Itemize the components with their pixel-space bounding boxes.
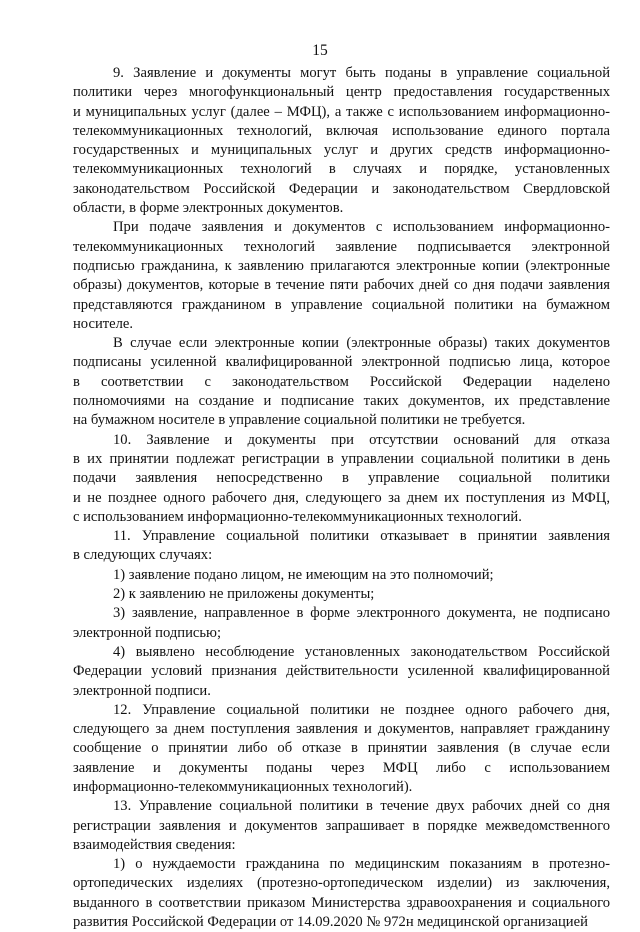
text-line: регистрации заявления и документов запрашивает в порядке межведомственного (73, 817, 610, 834)
paragraph-p9 (73, 64, 610, 218)
text-line: электронной подписи. (73, 682, 211, 699)
text-line: 1) о нуждаемости гражданина по медицинским показаниям в протезно- (113, 856, 610, 873)
paragraph-p11 (73, 527, 610, 566)
text-line: сообщение о принятии либо об отказе в принятии заявления (в случае если (73, 740, 610, 757)
text-line: полномочиями на создание и подписание таких документов, их представление (73, 393, 610, 410)
text-line: в соответствии с законодательством Российской Федерации наделено (73, 373, 610, 390)
paragraph-p11_3 (73, 604, 610, 643)
text-line: При подаче заявления и документов с использованием информационно- (113, 219, 610, 236)
text-line: 11. Управление социальной политики отказывает в принятии заявления (113, 528, 610, 545)
text-line: телекоммуникационных технологий в случаях и порядке, установленных (73, 161, 610, 178)
text-line: телекоммуникационных технологий, включая использование единого портала (73, 122, 610, 139)
text-line: ортопедических изделиях (протезно-ортопедическом изделии) из заключения, (73, 875, 610, 892)
text-line: с использованием информационно-телекоммуникационных технологий. (73, 508, 522, 525)
paragraph-p9c (73, 334, 610, 430)
text-line: 12. Управление социальной политики не позднее одного рабочего дня, (113, 701, 610, 718)
text-line: носителе. (73, 315, 134, 332)
text-line: области, в форме электронных документов. (73, 200, 344, 217)
page-number: 15 (312, 42, 328, 59)
text-line: подписью гражданина, к заявлению прилагаются электронные копии (электронные (73, 257, 610, 274)
text-line: 4) выявлено несоблюдение установленных законодательством Российской (113, 643, 610, 660)
text-line: 9. Заявление и документы могут быть поданы в управление социальной (113, 65, 610, 81)
text-line: следующего за днем поступления заявления и документов, направляет гражданину (73, 721, 610, 738)
text-line: выданного в соответствии приказом Министерства здравоохранения и социального (73, 894, 610, 911)
paragraph-p10 (73, 431, 610, 527)
text-line: 13. Управление социальной политики в течение двух рабочих дней со дня (113, 798, 610, 815)
text-line: подачи заявления непосредственно в управление социальной политики (73, 470, 610, 487)
text-line: государственных и муниципальных услуг и других средств информационно- (73, 142, 610, 159)
paragraph-p9b (73, 218, 610, 334)
paragraph-p11_2 (73, 585, 610, 604)
text-line: взаимодействия сведения: (73, 836, 236, 853)
text-line: в следующих случаях: (73, 547, 213, 564)
text-line: на бумажном носителе в управление социальной политики не требуется. (73, 412, 526, 429)
paragraph-p13_1 (73, 855, 610, 932)
paragraph-p12 (73, 701, 610, 797)
text-line: заявление и документы поданы через МФЦ либо с использованием (73, 759, 610, 776)
paragraph-p11_4 (73, 643, 610, 701)
paragraph-p11_1 (73, 566, 610, 585)
text-line: в их принятии подлежат регистрации в управлении социальной политики в день (73, 450, 610, 467)
text-line: информационно-телекоммуникационных технологий). (73, 778, 413, 795)
text-line: Федерации условий признания действительности усиленной квалифицированной (73, 663, 610, 680)
text-line: и не позднее одного рабочего дня, следующего за днем их поступления из МФЦ, (73, 489, 610, 506)
paragraph-p13 (73, 797, 610, 855)
text-line: 3) заявление, направленное в форме электронного документа, не подписано (113, 605, 610, 622)
text-line: политики через многофункциональный центр предоставления государственных (73, 84, 610, 101)
text-line: и муниципальных услуг (далее – МФЦ), а также с использованием информационно- (73, 103, 610, 120)
text-line: 2) к заявлению не приложены документы; (113, 586, 375, 603)
text-line: законодательством Российской Федерации и законодательством Свердловской (73, 180, 610, 197)
text-line: электронной подписью; (73, 624, 222, 641)
text-line: 10. Заявление и документы при отсутствии оснований для отказа (113, 431, 610, 448)
text-line: представляются гражданином в управление социальной политики на бумажном (73, 296, 610, 313)
text-line: образы) документов, которые в течение пяти рабочих дней со дня подачи заявления (73, 277, 610, 294)
text-line: 1) заявление подано лицом, не имеющим на это полномочий; (113, 566, 494, 583)
text-line: подписаны усиленной квалифицированной электронной подписью лица, которое (73, 354, 610, 371)
text-line: развития Российской Федерации от 14.09.2020 № 972н медицинской организацией (73, 914, 588, 931)
text-line: телекоммуникационных технологий заявление подписывается электронной (73, 238, 610, 255)
text-line: В случае если электронные копии (электронные образы) таких документов (113, 335, 610, 352)
document-body (73, 64, 610, 932)
